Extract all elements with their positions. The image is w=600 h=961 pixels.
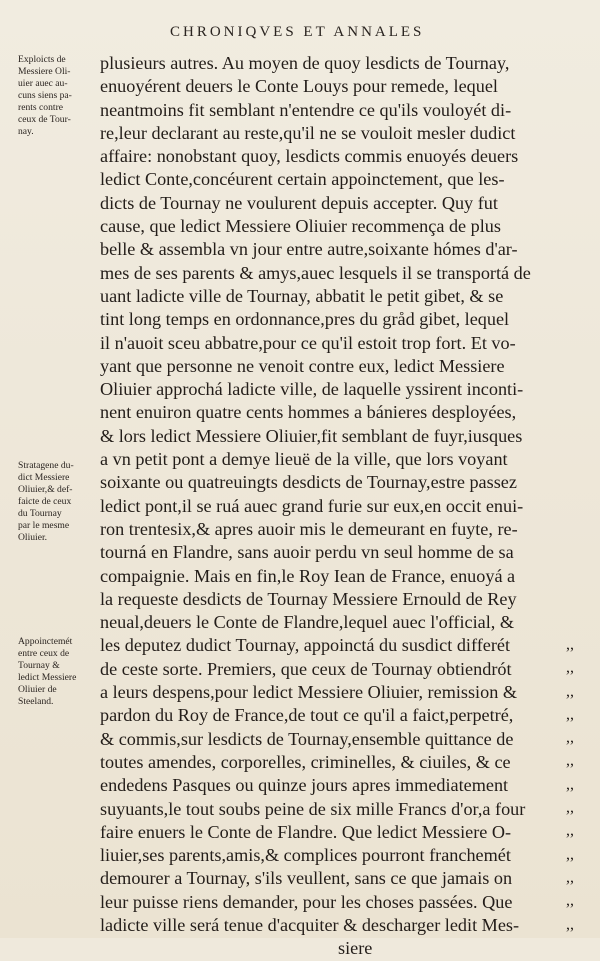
text-line: la requeste desdicts de Tournay Messiere Ernould de Rey	[100, 588, 517, 609]
margin-note-line: ceux de Tour-	[18, 114, 71, 125]
text-line: pardon du Roy de France,de tout ce qu'il a faict,perpetré,	[100, 705, 514, 726]
text-line: de ceste sorte. Premiers, que ceux de Tournay obtiendrót	[100, 658, 512, 679]
quotation-marks-column	[566, 633, 590, 936]
margin-note-line: Oliuier.	[18, 532, 48, 543]
margin-note-line: Steeland.	[18, 696, 54, 707]
text-line: & lors ledict Messiere Oliuier,fit semblant de fuyr,iusques	[100, 425, 523, 446]
text-line: ledict pont,il se ruá auec grand furie sur eux,en occit enui-	[100, 495, 524, 516]
margin-note-line: Messiere Oli-	[18, 66, 71, 77]
margin-note-line: nay.	[18, 126, 34, 137]
margin-note-line: entre ceux de	[18, 648, 70, 659]
text-line: toutes amendes, corporelles, criminelles, & ciuiles, & ce	[100, 751, 511, 772]
margin-note-line: Appoinctemét	[18, 636, 73, 647]
text-line: neantmoins fit semblant n'entendre ce qu'ils vouloyét di-	[100, 99, 512, 120]
quote-mark: ,,	[566, 775, 574, 793]
quote-mark: ,,	[566, 868, 574, 886]
margin-note-line: Exploicts de	[18, 54, 66, 65]
text-line: siere	[338, 938, 373, 959]
text-line: & commis,sur lesdicts de Tournay,ensemble quittance de	[100, 728, 514, 749]
main-text-block	[100, 52, 562, 961]
text-line: enuoyérent deuers le Conte Louys pour remede, lequel	[100, 76, 498, 97]
text-line: suyuants,le tout soubs peine de six mille Francs d'or,a four	[100, 798, 526, 819]
text-line: tint long temps en ordonnance,pres du gråd gibet, lequel	[100, 309, 510, 330]
margin-note-line: uier auec au-	[18, 78, 68, 89]
text-line: soixante ou quatreuingts desdicts de Tournay,estre passez	[100, 472, 517, 493]
text-line: faire enuers le Conte de Flandre. Que ledict Messiere O-	[100, 821, 512, 842]
margin-note-line: cuns siens pa-	[18, 90, 72, 101]
text-line: a vn petit pont a demye lieuë de la ville, que lors voyant	[100, 449, 508, 470]
text-line: endedens Pasques ou quinze jours apres immediatement	[100, 775, 509, 796]
margin-note-line: du Tournay	[18, 508, 62, 519]
margin-note-appointment	[18, 636, 98, 708]
margin-note-line: par le mesme	[18, 520, 70, 531]
margin-note-line: Tournay &	[18, 660, 60, 671]
quote-mark: ,,	[566, 799, 574, 817]
text-line: il n'auoit sceu abbatre,pour ce qu'il estoit trop fort. Et vo-	[100, 332, 516, 353]
margin-note-stratagem	[18, 460, 98, 544]
text-line: ron trentesix,& apres auoir mis le demeurant en fuyte, re-	[100, 518, 518, 539]
text-line: les deputez dudict Tournay, appoinctá du susdict differét	[100, 635, 511, 656]
margin-note-line: Stratagene du-	[18, 460, 74, 471]
text-line: re,leur declarant au reste,qu'il ne se vouloit mesler dudict	[100, 122, 516, 143]
text-line: leur puisse riens demander, pour les choses passées. Que	[100, 891, 513, 912]
text-line: cause, que ledict Messiere Oliuier recommença de plus	[100, 216, 501, 237]
text-line: plusieurs autres. Au moyen de quoy lesdicts de Tournay,	[100, 53, 510, 73]
quote-mark: ,,	[566, 682, 574, 700]
text-line: liuier,ses parents,amis,& complices pourront franchemét	[100, 845, 511, 866]
margin-note-line: dict Messiere	[18, 472, 70, 483]
quote-mark: ,,	[566, 915, 574, 933]
text-line: tourná en Flandre, sans auoir perdu vn seul homme de sa	[100, 542, 514, 563]
text-line: a leurs despens,pour ledict Messiere Oliuier, remission &	[100, 682, 517, 703]
text-line: nent enuiron quatre cents hommes a bánieres desployées,	[100, 402, 517, 423]
quote-mark: ,,	[566, 892, 574, 910]
quote-mark: ,,	[566, 729, 574, 747]
text-line: belle & assembla vn jour entre autre,soixante hómes d'ar-	[100, 239, 518, 260]
text-line: ledict Conte,concéurent certain appoinctement, que les-	[100, 169, 505, 190]
text-line: dicts de Tournay ne voulurent depuis accepter. Quy fut	[100, 192, 498, 213]
text-line: demourer a Tournay, s'ils veullent, sans ce que jamais on	[100, 868, 513, 889]
text-line: Oliuier approchá ladicte ville, de laquelle yssirent inconti-	[100, 379, 524, 400]
text-line: ladicte ville será tenue d'acquiter & descharger ledit Mes-	[100, 914, 520, 935]
margin-note-line: Oliuier,& def-	[18, 484, 73, 495]
quote-mark: ,,	[566, 845, 574, 863]
text-line: mes de ses parents & amys,auec lesquels il se transportá de	[100, 262, 531, 283]
margin-note-exploits	[18, 54, 98, 138]
text-line: neual,deuers le Conte de Flandre,lequel auec l'official, &	[100, 612, 515, 633]
text-line: affaire: nonobstant quoy, lesdicts commis enuoyés deuers	[100, 146, 519, 167]
quote-mark: ,,	[566, 752, 574, 770]
quote-mark: ,,	[566, 659, 574, 677]
running-header: CHRONIQVES ET ANNALES	[170, 24, 425, 40]
quote-mark: ,,	[566, 705, 574, 723]
margin-note-line: Oliuier de	[18, 684, 57, 695]
margin-note-line: rents contre	[18, 102, 64, 113]
margin-note-line: ledict Messiere	[18, 672, 77, 683]
quote-mark: ,,	[566, 636, 574, 653]
margin-note-line: faicte de ceux	[18, 496, 72, 507]
quote-mark: ,,	[566, 822, 574, 840]
text-line: yant que personne ne venoit contre eux, ledict Messiere	[100, 355, 505, 376]
text-line: uant ladicte ville de Tournay, abbatit le petit gibet, & se	[100, 285, 504, 306]
text-line: compaignie. Mais en fin,le Roy Iean de France, enuoyá a	[100, 565, 516, 586]
